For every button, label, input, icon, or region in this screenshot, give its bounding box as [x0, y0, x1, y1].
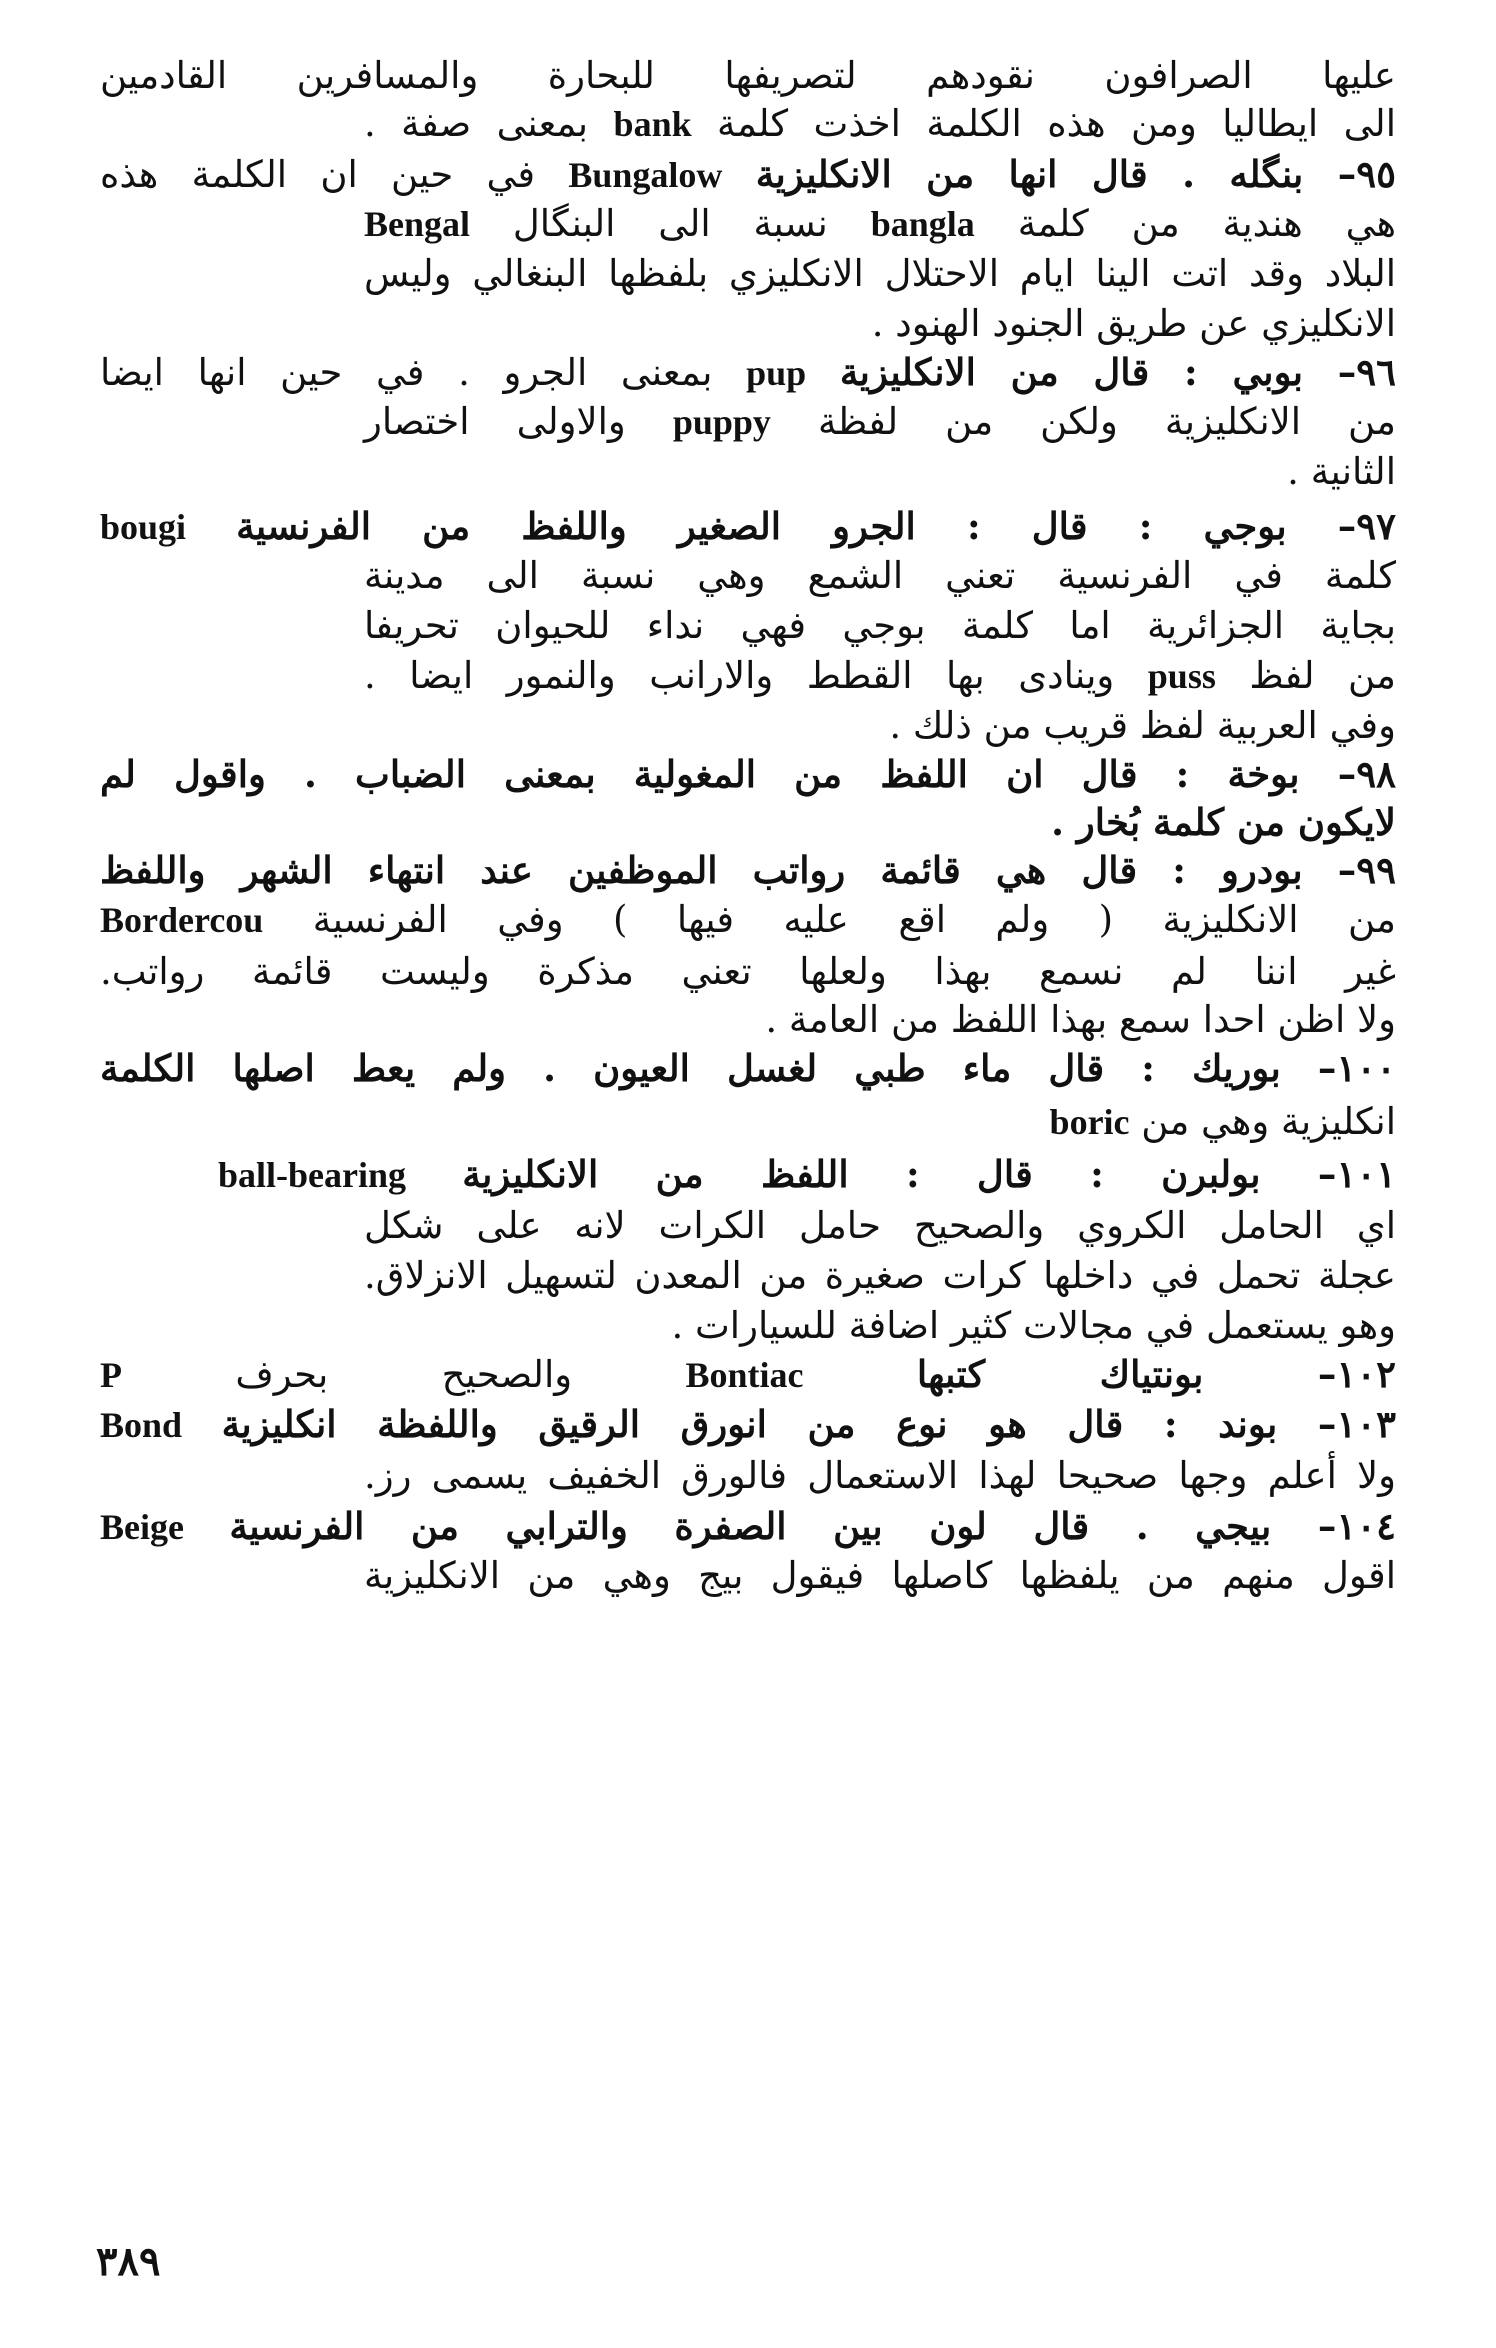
latin-term: Bordercou: [100, 900, 264, 940]
text-line: بجاية الجزائرية اما كلمة بوجي فهي نداء للحيوان تحريفا: [364, 604, 1396, 647]
text-line: من لفظ puss وينادى بها القطط والارانب والنمور ايضا .: [364, 654, 1396, 697]
text-line: انكليزية وهي من boric: [1049, 1100, 1396, 1143]
latin-term: P: [100, 1355, 122, 1395]
latin-term: pup: [746, 353, 807, 393]
latin-term: bougi: [100, 507, 187, 547]
entry-101: ١٠١– بولبرن : قال : اللفظ من الانكليزية ball-bearing: [218, 1152, 1396, 1196]
text-line: البلاد وقد اتت الينا ايام الاحتلال الانكليزي بلفظها البنغالي وليس: [364, 252, 1396, 295]
entry-99: ٩٩– بودرو : قال هي قائمة رواتب الموظفين عند انتهاء الشهر واللفظ: [100, 848, 1396, 892]
latin-term: Beige: [100, 1507, 184, 1547]
latin-term: puss: [1147, 656, 1216, 696]
text-line: من الانكليزية ولكن من لفظة puppy والاولى اختصار: [364, 400, 1396, 443]
text-line: غير اننا لم نسمع بهذا ولعلها تعني مذكرة وليست قائمة رواتب.: [100, 950, 1396, 993]
page-number: ٣٨٩: [96, 2238, 161, 2285]
entry-95: ٩٥– بنگله . قال انها من الانكليزية Bungalow في حين ان الكلمة هذه: [100, 152, 1396, 196]
text-line: كلمة في الفرنسية تعني الشمع وهي نسبة الى مدينة: [364, 554, 1396, 597]
text-line: وهو يستعمل في مجالات كثير اضافة للسيارات .: [671, 1304, 1396, 1347]
latin-term: puppy: [672, 402, 771, 442]
latin-term: Bond: [100, 1405, 183, 1445]
text-line: اقول منهم من يلفظها كاصلها فيقول بيج وهي من الانكليزية: [364, 1554, 1396, 1597]
text-line: الانكليزي عن طريق الجنود الهنود .: [871, 302, 1396, 345]
entry-96: ٩٦– بوبي : قال من الانكليزية pup بمعنى الجرو . في حين انها ايضا: [100, 350, 1397, 394]
text-line: عليها الصرافون نقودهم لتصريفها للبحارة والمسافرين القادمين: [100, 54, 1396, 97]
entry-102: ١٠٢– بونتياك كتبها Bontiac والصحيح بحرف P: [100, 1352, 1396, 1396]
text-line: عجلة تحمل في داخلها كرات صغيرة من المعدن لتسهيل الانزلاق.: [364, 1254, 1396, 1297]
latin-term: Bengal: [364, 204, 471, 244]
latin-term: Bungalow: [568, 155, 723, 195]
latin-term: bank: [613, 104, 692, 144]
text-line: اي الحامل الكروي والصحيح حامل الكرات لانه على شكل: [364, 1204, 1396, 1247]
text-line: الثانية .: [1287, 450, 1396, 493]
text-line: لايكون من كلمة بُخار .: [1051, 800, 1396, 844]
text-line: من الانكليزية ( ولم اقع عليه فيها ) وفي الفرنسية Bordercou: [100, 898, 1396, 941]
latin-term: ball-bearing: [218, 1155, 407, 1195]
text-line: الى ايطاليا ومن هذه الكلمة اخذت كلمة bank بمعنى صفة .: [364, 102, 1396, 145]
latin-term: bangla: [870, 204, 975, 244]
text-line: ولا اظن احدا سمع بهذا اللفظ من العامة .: [765, 998, 1396, 1041]
text-line: هي هندية من كلمة bangla نسبة الى البنگال Bengal: [364, 202, 1396, 245]
entry-103: ١٠٣– بوند : قال هو نوع من انورق الرقيق واللفظة انكليزية Bond: [100, 1402, 1397, 1446]
entry-100: ١٠٠– بوريك : قال ماء طبي لغسل العيون . ولم يعط اصلها الكلمة: [100, 1046, 1396, 1090]
text-line: ولا أعلم وجها صحيحا لهذا الاستعمال فالورق الخفيف يسمى رز.: [364, 1454, 1396, 1497]
latin-term: Bontiac: [685, 1355, 804, 1395]
entry-104: ١٠٤– بيجي . قال لون بين الصفرة والترابي من الفرنسية Beige: [100, 1504, 1396, 1548]
latin-term: boric: [1049, 1102, 1130, 1142]
entry-98: ٩٨– بوخة : قال ان اللفظ من المغولية بمعنى الضباب . واقول لم: [100, 752, 1396, 796]
entry-97: ٩٧– بوجي : قال : الجرو الصغير واللفظ من الفرنسية bougi: [100, 504, 1396, 548]
text-line: وفي العربية لفظ قريب من ذلك .: [889, 704, 1396, 747]
